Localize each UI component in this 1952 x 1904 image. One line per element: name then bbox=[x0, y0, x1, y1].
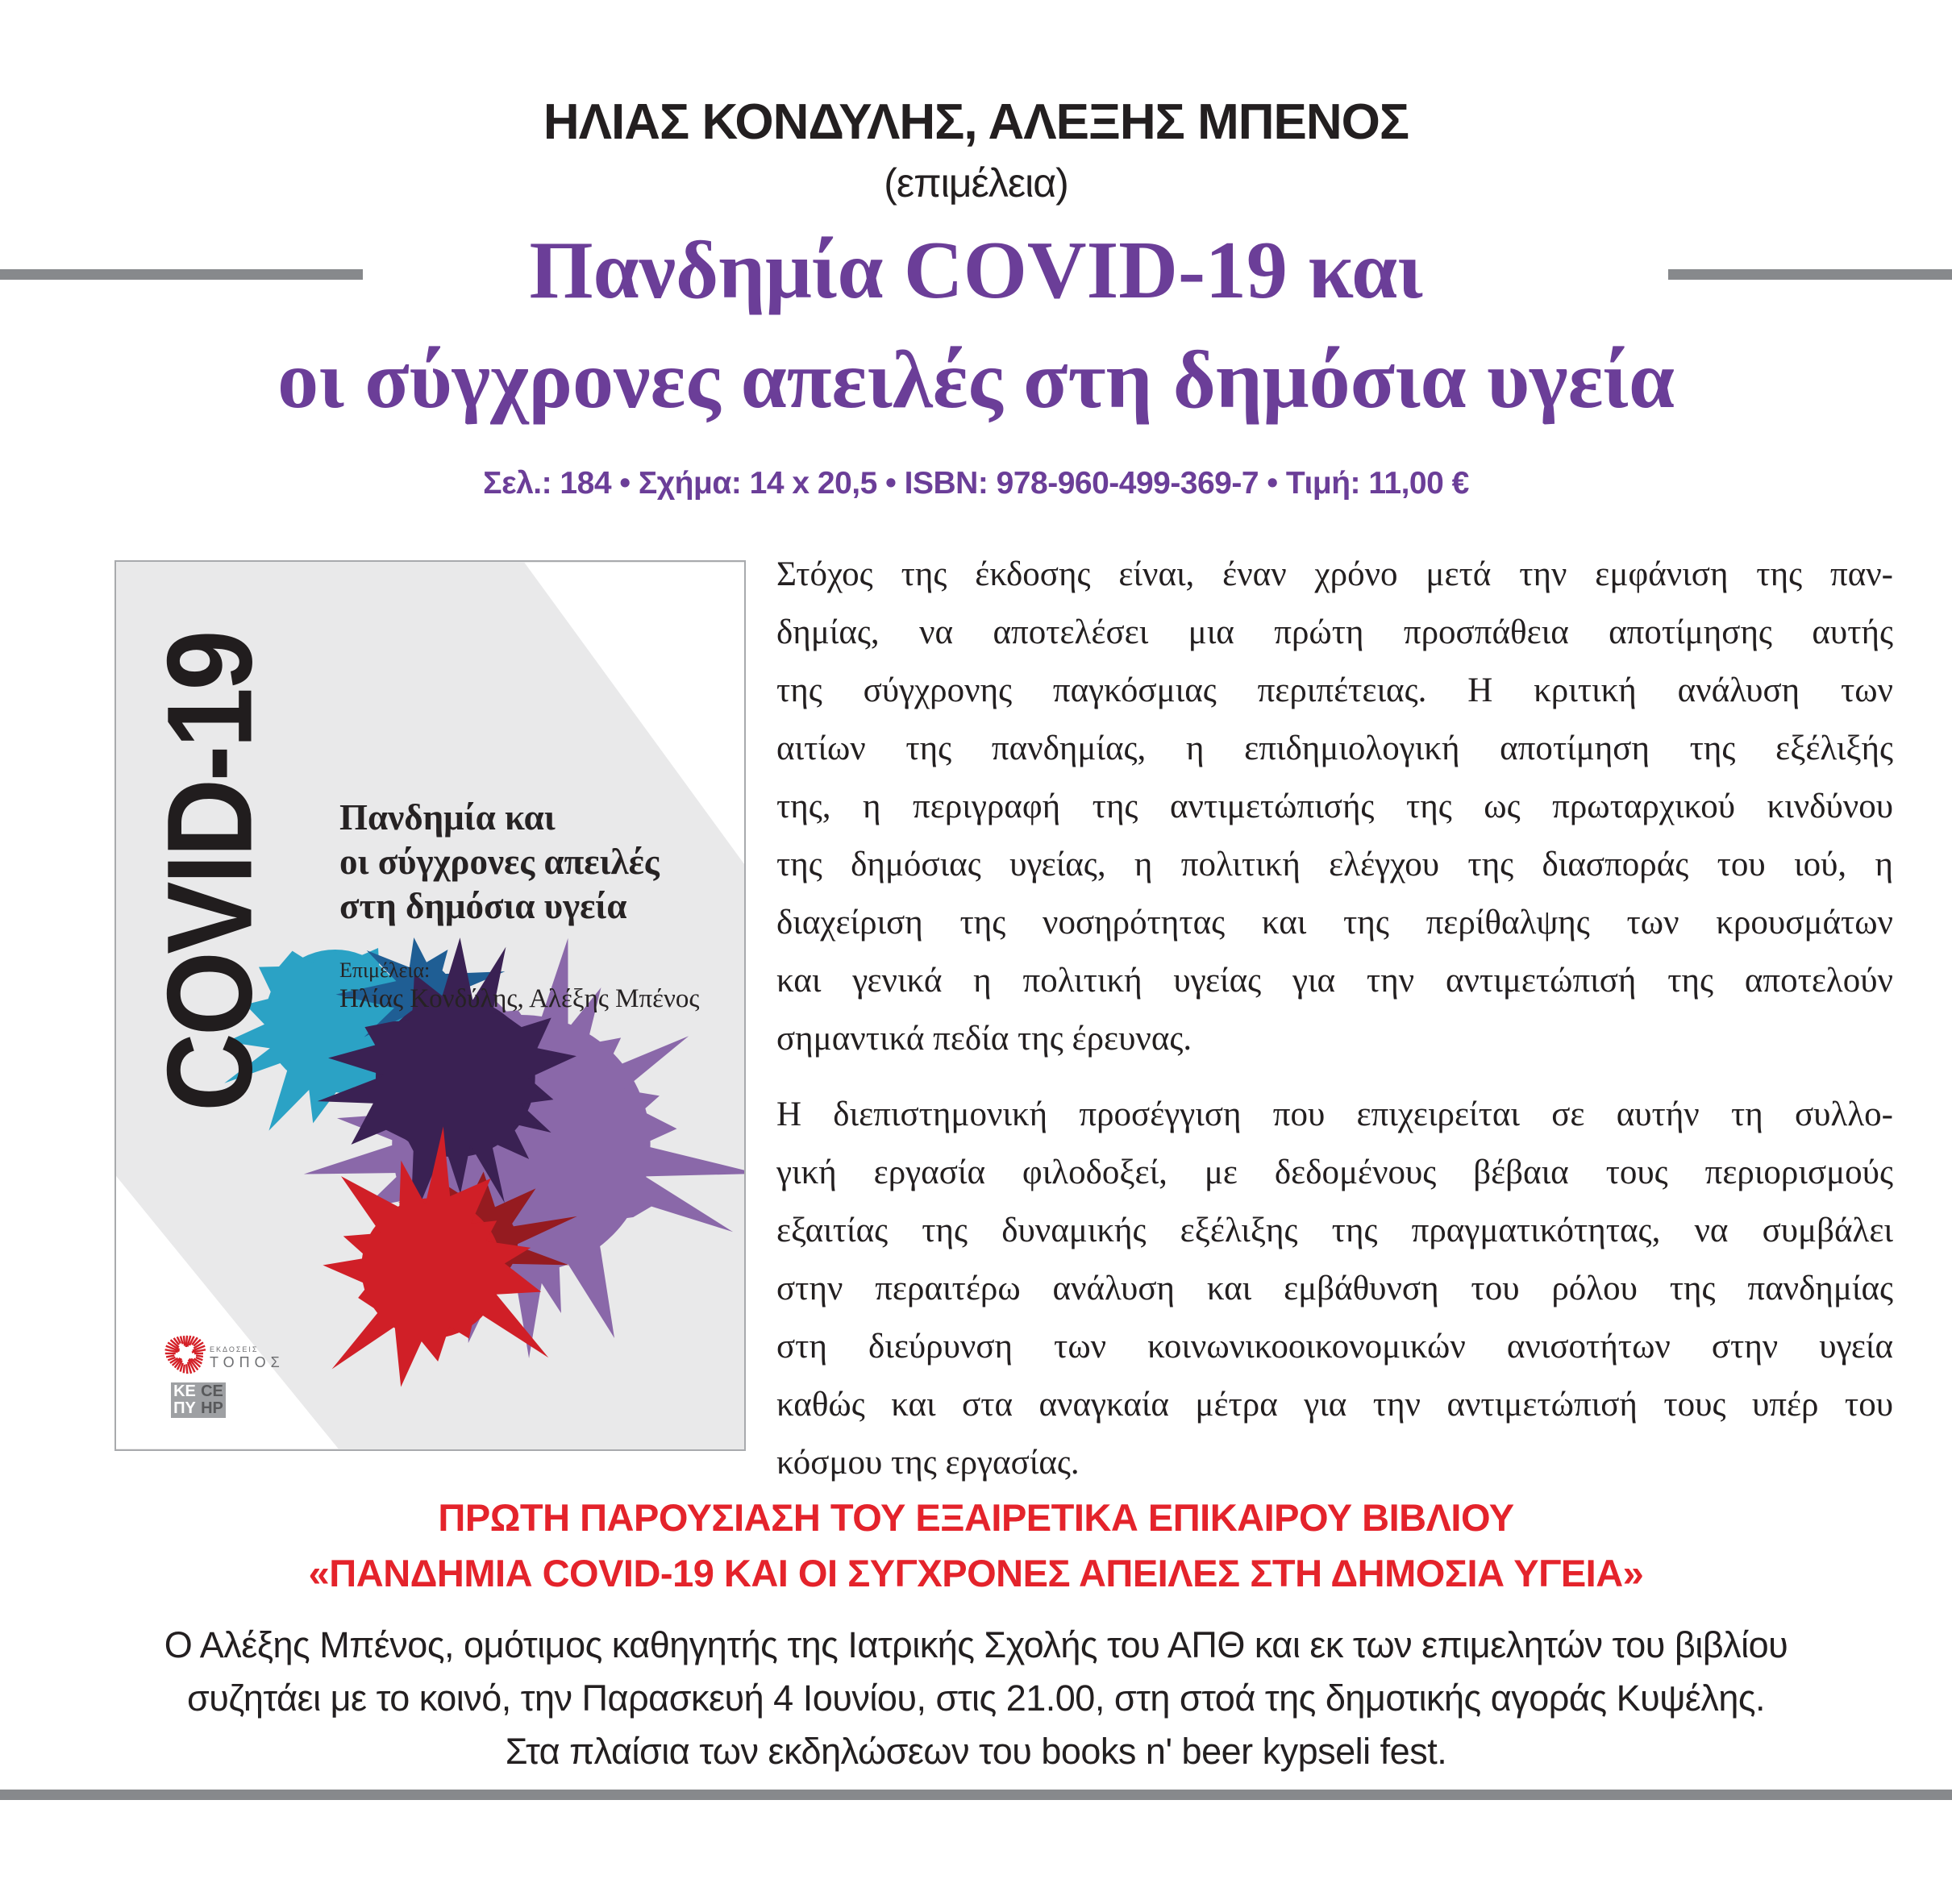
text-line: συζητάει με το κοινό, την Παρασκευή 4 Ιουνίου, στις 21.00, στη στοά της δημοτικής αγοράς Κυψέλης. bbox=[186, 1677, 1766, 1719]
text-line: ΠΡΩΤΗ ΠΑΡΟΥΣΙΑΣΗ ΤΟΥ ΕΞΑΙΡΕΤΙΚΑ ΕΠΙΚΑΙΡΟΥ ΒΙΒΛΙΟΥ bbox=[438, 1496, 1514, 1539]
text-line: κόσμου της εργασίας. bbox=[776, 1444, 1080, 1482]
event-details bbox=[0, 1619, 1952, 1778]
text-line: αιτίων της πανδημίας, η επιδημιολογική αποτίμηση της εξέλιξής bbox=[776, 730, 1893, 767]
text-line: Η διεπιστημονική προσέγγιση που επιχειρείται σε αυτήν τη συλλο- bbox=[776, 1095, 1893, 1133]
publisher-name: ΤΟΠΟΣ bbox=[210, 1354, 285, 1370]
authors-line: ΗΛΙΑΣ ΚΟΝΔΥΛΗΣ, ΑΛΕΞΗΣ ΜΠΕΝΟΣ bbox=[543, 94, 1409, 150]
cover-editor-label: Επιμέλεια: bbox=[339, 958, 431, 982]
text-line: Στα πλαίσια των εκδηλώσεων του books n' beer kypseli fest. bbox=[505, 1731, 1447, 1772]
text-line: γική εργασία φιλοδοξεί, με δεδομένους βέβαια τους περιορισμούς bbox=[776, 1154, 1893, 1191]
publisher-topos-logo bbox=[164, 1331, 326, 1379]
text-line: της σύγχρονης παγκόσμιας περιπέτειας. Η κριτική ανάλυση των bbox=[776, 671, 1893, 709]
bottom-divider-bar bbox=[0, 1790, 1952, 1800]
book-cover bbox=[114, 560, 746, 1451]
cover-editors: Ηλίας Κονδύλης, Αλέξης Μπένος bbox=[339, 984, 700, 1013]
kepy-right-top: CE bbox=[201, 1382, 223, 1400]
text-line: της δημόσιας υγείας, η πολιτική ελέγχου της διασποράς του ιού, η bbox=[776, 846, 1893, 883]
page-title-line1: Πανδημία COVID-19 και bbox=[529, 225, 1423, 316]
text-line: «ΠΑΝΔΗΜΙΑ COVID-19 ΚΑΙ ΟΙ ΣΥΓΧΡΟΝΕΣ ΑΠΕΙΛΕΣ ΣΤΗ ΔΗΜΟΣΙΑ ΥΓΕΙΑ» bbox=[308, 1552, 1644, 1594]
book-meta-line: Σελ.: 184 • Σχήμα: 14 x 20,5 • ISBN: 978-960-499-369-7 • Τιμή: 11,00 € bbox=[483, 466, 1469, 501]
publisher-small-text: ΕΚΔΟΣΕΙΣ bbox=[210, 1345, 259, 1353]
description-paragraph-2 bbox=[776, 1086, 1893, 1492]
text-line: στην περαιτέρω ανάλυση και εμβάθυνση του ρόλου της πανδημίας bbox=[776, 1270, 1893, 1307]
text-line: στη διεύρυνση των κοινωνικοοικονομικών ανισοτήτων στην υγεία bbox=[776, 1328, 1893, 1366]
text-line: εξαιτίας της δυναμικής εξέλιξης της πραγματικότητας, να συμβάλει bbox=[776, 1212, 1893, 1249]
text-line: και γενικά η πολιτική υγείας για την αντιμετώπισή της αποτελούν bbox=[776, 962, 1893, 1000]
text-line: καθώς και στα αναγκαία μέτρα για την αντιμετώπισή τους υπέρ του bbox=[776, 1386, 1893, 1424]
text-line: Στόχος της έκδοσης είναι, έναν χρόνο μετά την εμφάνιση της παν- bbox=[776, 555, 1893, 593]
description-paragraph-1 bbox=[776, 546, 1893, 1068]
cover-vertical-title: COVID-19 bbox=[141, 633, 277, 1112]
kepy-right-bottom: HP bbox=[201, 1399, 223, 1417]
kepy-cehp-logo bbox=[171, 1382, 226, 1418]
text-line: της, η περιγραφή της αντιμετώπισής της ως πρωταρχικού κινδύνου bbox=[776, 788, 1893, 825]
kepy-left-bottom: ΠΥ bbox=[173, 1399, 196, 1417]
text-line: δημίας, να αποτελέσει μια πρώτη προσπάθεια αποτίμησης αυτής bbox=[776, 613, 1893, 651]
text-line: Πανδημία και bbox=[339, 797, 556, 838]
page-title-line2: οι σύγχρονες απειλές στη δημόσια υγεία bbox=[277, 335, 1675, 426]
topos-rays-icon bbox=[164, 1331, 206, 1376]
editors-role-line: (επιμέλεια) bbox=[884, 160, 1068, 206]
text-line: στη δημόσια υγεία bbox=[339, 886, 627, 926]
presentation-announcement bbox=[0, 1490, 1952, 1601]
cover-title bbox=[339, 796, 726, 929]
description-column bbox=[776, 546, 1893, 1492]
text-line: σημαντικά πεδία της έρευνας. bbox=[776, 1020, 1192, 1058]
text-line: οι σύγχρονες απειλές bbox=[339, 842, 660, 882]
text-line: διαχείριση της νοσηρότητας και της περίθαλψης των κρουσμάτων bbox=[776, 904, 1893, 942]
text-line: Ο Αλέξης Μπένος, ομότιμος καθηγητής της Ιατρικής Σχολής του ΑΠΘ και εκ των επιμελητών του βιβλίου bbox=[164, 1624, 1788, 1665]
kepy-left-top: ΚΕ bbox=[173, 1382, 196, 1400]
